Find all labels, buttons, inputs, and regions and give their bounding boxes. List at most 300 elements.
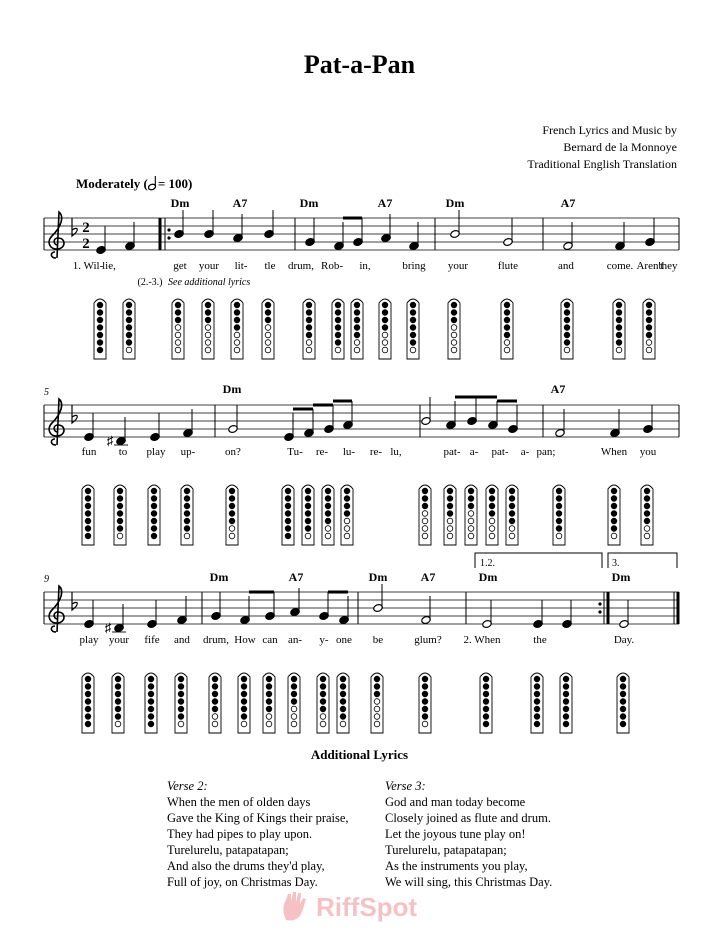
finger-hole <box>646 332 652 338</box>
finger-hole <box>556 503 562 509</box>
finger-hole <box>175 332 181 338</box>
finger-hole <box>620 714 626 720</box>
lyric-syllable: you <box>639 446 657 458</box>
finger-hole <box>305 488 311 494</box>
finger-hole <box>354 302 360 308</box>
finger-hole <box>646 340 652 346</box>
finger-hole <box>241 714 247 720</box>
watermark-text: RiffSpot <box>316 892 418 922</box>
finger-hole <box>212 721 218 727</box>
finger-hole <box>85 691 91 697</box>
finger-hole <box>325 533 331 539</box>
finger-hole <box>335 310 341 316</box>
finger-hole <box>616 340 622 346</box>
finger-hole <box>178 714 184 720</box>
verse-line: When the men of olden days <box>167 795 311 809</box>
measure-number: 9 <box>44 574 49 585</box>
finger-hole <box>325 511 331 517</box>
finger-hole <box>85 518 91 524</box>
verse-line: Closely joined as flute and drum. <box>385 811 551 825</box>
finger-hole <box>344 533 350 539</box>
finger-hole <box>447 526 453 532</box>
finger-hole <box>563 684 569 690</box>
finger-hole <box>620 706 626 712</box>
finger-hole <box>509 511 515 517</box>
lyric-syllable: a- <box>520 446 530 458</box>
finger-hole <box>234 310 240 316</box>
finger-hole <box>234 317 240 323</box>
finger-hole <box>115 699 121 705</box>
finger-hole <box>335 340 341 346</box>
finger-hole <box>340 699 346 705</box>
finger-hole <box>451 310 457 316</box>
finger-hole <box>320 714 326 720</box>
finger-hole <box>483 714 489 720</box>
finger-hole <box>266 691 272 697</box>
finger-hole <box>205 325 211 331</box>
finger-hole <box>320 699 326 705</box>
tempo-close-paren: ) <box>188 176 193 191</box>
finger-hole <box>85 503 91 509</box>
lyric-syllable: and <box>174 634 190 646</box>
finger-hole <box>265 310 271 316</box>
finger-hole <box>422 526 428 532</box>
lyric-syllable: your <box>108 634 130 646</box>
chord-symbol: A7 <box>420 570 436 584</box>
finger-hole <box>564 325 570 331</box>
chord-symbol: A7 <box>377 196 393 210</box>
flat-icon <box>72 405 77 423</box>
finger-hole <box>306 310 312 316</box>
finger-hole <box>266 706 272 712</box>
finger-hole <box>563 699 569 705</box>
tempo-open-paren: ( <box>143 176 148 191</box>
lyric-syllable: pan; <box>536 446 556 458</box>
finger-hole <box>646 347 652 353</box>
finger-hole <box>305 503 311 509</box>
finger-hole <box>325 526 331 532</box>
finger-hole <box>489 518 495 524</box>
verse-line: We will sing, this Christmas Day. <box>385 875 553 889</box>
additional-lyrics-title: Additional Lyrics <box>310 747 409 762</box>
lyric-syllable: on? <box>225 446 241 458</box>
finger-hole <box>564 332 570 338</box>
finger-hole <box>117 511 123 517</box>
repeat-dot <box>167 236 170 239</box>
finger-hole <box>265 325 271 331</box>
finger-hole <box>344 526 350 532</box>
finger-hole <box>422 676 428 682</box>
verse-label: Verse 2: <box>167 779 208 793</box>
finger-hole <box>115 691 121 697</box>
volta-label: 3. <box>612 558 620 569</box>
finger-hole <box>509 518 515 524</box>
finger-hole <box>644 496 650 502</box>
finger-hole <box>229 526 235 532</box>
finger-hole <box>534 699 540 705</box>
finger-hole <box>229 533 235 539</box>
finger-hole <box>320 691 326 697</box>
finger-hole <box>266 714 272 720</box>
lyric-syllable: lit- <box>234 260 248 272</box>
finger-hole <box>616 317 622 323</box>
lyric-syllable: the <box>533 634 547 646</box>
finger-hole <box>205 302 211 308</box>
finger-hole <box>563 691 569 697</box>
finger-hole <box>126 340 132 346</box>
finger-hole <box>374 706 380 712</box>
credit-line: Traditional English Translation <box>527 157 677 171</box>
lyric-syllable: come. <box>606 260 634 272</box>
finger-hole <box>184 488 190 494</box>
finger-hole <box>97 332 103 338</box>
finger-hole <box>374 691 380 697</box>
lyric-note-text: See additional lyrics <box>168 277 251 288</box>
finger-hole <box>451 302 457 308</box>
finger-hole <box>126 325 132 331</box>
lyric-syllable: your <box>447 260 469 272</box>
finger-hole <box>340 676 346 682</box>
finger-hole <box>285 496 291 502</box>
finger-hole <box>266 676 272 682</box>
finger-hole <box>126 332 132 338</box>
treble-clef-icon <box>49 212 64 258</box>
finger-hole <box>184 518 190 524</box>
chord-symbol: Dm <box>170 196 190 210</box>
finger-hole <box>410 310 416 316</box>
finger-hole <box>556 533 562 539</box>
finger-hole <box>241 684 247 690</box>
lyric-syllable: flute <box>497 260 519 272</box>
finger-hole <box>265 340 271 346</box>
finger-hole <box>534 691 540 697</box>
finger-hole <box>509 533 515 539</box>
lyric-syllable: to <box>118 446 128 458</box>
finger-hole <box>422 518 428 524</box>
finger-hole <box>305 518 311 524</box>
finger-hole <box>468 511 474 517</box>
lyric-syllable: fun <box>81 446 97 458</box>
finger-hole <box>620 691 626 697</box>
finger-hole <box>205 317 211 323</box>
lyric-syllable: Aren't <box>636 260 664 272</box>
finger-hole <box>644 488 650 494</box>
finger-hole <box>556 526 562 532</box>
finger-hole <box>374 684 380 690</box>
finger-hole <box>291 684 297 690</box>
finger-hole <box>563 721 569 727</box>
finger-hole <box>265 302 271 308</box>
finger-hole <box>644 526 650 532</box>
finger-hole <box>115 721 121 727</box>
finger-hole <box>151 526 157 532</box>
finger-hole <box>205 332 211 338</box>
lyric-syllable: Tu- <box>287 446 303 458</box>
finger-hole <box>451 332 457 338</box>
finger-hole <box>148 691 154 697</box>
finger-hole <box>229 518 235 524</box>
finger-hole <box>85 526 91 532</box>
finger-hole <box>504 347 510 353</box>
finger-hole <box>335 302 341 308</box>
finger-hole <box>422 511 428 517</box>
finger-hole <box>509 526 515 532</box>
finger-hole <box>382 317 388 323</box>
finger-hole <box>556 488 562 494</box>
lyric-syllable: Rob- <box>321 260 343 272</box>
verse-line: Turelurelu, patapatapan; <box>167 843 289 857</box>
finger-hole <box>151 533 157 539</box>
finger-hole <box>117 518 123 524</box>
lyric-syllable: get <box>173 260 187 272</box>
finger-hole <box>325 496 331 502</box>
chord-symbol: A7 <box>560 196 576 210</box>
finger-hole <box>85 676 91 682</box>
tempo-label: Moderately <box>76 176 141 191</box>
finger-hole <box>489 496 495 502</box>
staff-system <box>44 586 679 632</box>
finger-hole <box>451 317 457 323</box>
finger-hole <box>115 684 121 690</box>
finger-hole <box>468 496 474 502</box>
finger-hole <box>241 706 247 712</box>
finger-hole <box>340 706 346 712</box>
finger-hole <box>468 488 474 494</box>
finger-hole <box>148 699 154 705</box>
finger-hole <box>616 332 622 338</box>
finger-hole <box>151 496 157 502</box>
finger-hole <box>483 691 489 697</box>
finger-hole <box>117 488 123 494</box>
chord-symbol: Dm <box>209 570 229 584</box>
finger-hole <box>646 317 652 323</box>
finger-hole <box>563 676 569 682</box>
finger-hole <box>97 340 103 346</box>
finger-hole <box>504 340 510 346</box>
verse-line: Let the joyous tune play on! <box>385 827 526 841</box>
finger-hole <box>509 503 515 509</box>
finger-hole <box>534 676 540 682</box>
finger-hole <box>285 511 291 517</box>
finger-hole <box>241 676 247 682</box>
lyric-syllable: When <box>600 446 628 458</box>
flat-icon <box>72 592 77 610</box>
finger-hole <box>344 511 350 517</box>
chord-symbol: A7 <box>550 382 566 396</box>
finger-hole <box>175 310 181 316</box>
measure-number: 5 <box>44 387 49 398</box>
lyric-syllable: they <box>658 260 678 272</box>
finger-hole <box>374 676 380 682</box>
lyric-syllable: 2. When <box>463 634 501 646</box>
lyric-syllable: a- <box>469 446 479 458</box>
finger-hole <box>422 714 428 720</box>
finger-hole <box>184 496 190 502</box>
finger-hole <box>354 317 360 323</box>
finger-hole <box>205 347 211 353</box>
finger-hole <box>564 302 570 308</box>
finger-hole <box>374 714 380 720</box>
tempo-value: = 100 <box>157 176 189 191</box>
finger-hole <box>285 526 291 532</box>
finger-hole <box>241 691 247 697</box>
finger-hole <box>620 676 626 682</box>
finger-hole <box>509 496 515 502</box>
finger-hole <box>354 310 360 316</box>
finger-hole <box>306 302 312 308</box>
finger-hole <box>483 699 489 705</box>
finger-hole <box>611 518 617 524</box>
finger-hole <box>175 325 181 331</box>
verse-label: Verse 3: <box>385 779 426 793</box>
finger-hole <box>97 302 103 308</box>
credit-line: French Lyrics and Music by <box>542 123 677 137</box>
finger-hole <box>85 721 91 727</box>
finger-hole <box>234 340 240 346</box>
finger-hole <box>85 699 91 705</box>
finger-hole <box>644 511 650 517</box>
finger-hole <box>115 706 121 712</box>
time-signature-bottom: 2 <box>82 236 90 252</box>
finger-hole <box>451 347 457 353</box>
finger-hole <box>611 526 617 532</box>
finger-hole <box>468 503 474 509</box>
finger-hole <box>305 526 311 532</box>
finger-hole <box>410 317 416 323</box>
lyric-syllable: re- <box>369 446 383 458</box>
finger-hole <box>212 684 218 690</box>
finger-hole <box>325 488 331 494</box>
finger-hole <box>422 496 428 502</box>
finger-hole <box>126 347 132 353</box>
volta-label: 1.2. <box>480 558 495 569</box>
finger-hole <box>234 347 240 353</box>
finger-hole <box>354 332 360 338</box>
finger-hole <box>184 533 190 539</box>
lyric-syllable: pat- <box>491 446 509 458</box>
finger-hole <box>382 347 388 353</box>
finger-hole <box>306 325 312 331</box>
finger-hole <box>285 503 291 509</box>
finger-hole <box>291 691 297 697</box>
finger-hole <box>148 706 154 712</box>
finger-hole <box>468 526 474 532</box>
finger-hole <box>265 332 271 338</box>
finger-hole <box>646 325 652 331</box>
finger-hole <box>354 340 360 346</box>
finger-hole <box>611 503 617 509</box>
flat-icon <box>72 218 77 236</box>
finger-hole <box>410 325 416 331</box>
finger-hole <box>410 340 416 346</box>
hand-icon <box>280 890 312 924</box>
finger-hole <box>447 533 453 539</box>
verse-3 <box>385 778 552 890</box>
finger-hole <box>320 706 326 712</box>
riffspot-logo <box>280 890 450 926</box>
finger-hole <box>646 310 652 316</box>
repeat-dot <box>598 610 601 613</box>
finger-hole <box>291 714 297 720</box>
finger-hole <box>422 503 428 509</box>
finger-hole <box>340 721 346 727</box>
treble-clef-icon <box>49 586 64 632</box>
finger-hole <box>422 721 428 727</box>
finger-hole <box>344 503 350 509</box>
finger-hole <box>504 310 510 316</box>
finger-hole <box>534 714 540 720</box>
finger-hole <box>175 340 181 346</box>
finger-hole <box>117 496 123 502</box>
finger-hole <box>266 721 272 727</box>
finger-hole <box>644 533 650 539</box>
finger-hole <box>354 347 360 353</box>
finger-hole <box>115 676 121 682</box>
finger-hole <box>148 721 154 727</box>
finger-hole <box>340 691 346 697</box>
lyric-syllable: tle <box>264 260 276 272</box>
finger-hole <box>335 325 341 331</box>
verse-line: Turelurelu, patapatapan; <box>385 843 507 857</box>
finger-hole <box>344 496 350 502</box>
finger-hole <box>556 496 562 502</box>
finger-hole <box>335 317 341 323</box>
finger-hole <box>504 332 510 338</box>
chord-symbol: Dm <box>222 382 242 396</box>
finger-hole <box>175 347 181 353</box>
chord-symbol: Dm <box>611 570 631 584</box>
finger-hole <box>325 503 331 509</box>
finger-hole <box>148 714 154 720</box>
verse-line: Full of joy, on Christmas Day. <box>167 875 318 889</box>
verse-line: As the instruments you play, <box>385 859 528 873</box>
finger-hole <box>306 347 312 353</box>
finger-hole <box>234 325 240 331</box>
finger-hole <box>563 714 569 720</box>
finger-hole <box>151 511 157 517</box>
finger-hole <box>451 325 457 331</box>
finger-hole <box>489 511 495 517</box>
finger-hole <box>509 488 515 494</box>
finger-hole <box>354 325 360 331</box>
finger-hole <box>644 503 650 509</box>
lyric-syllable: How <box>234 634 256 646</box>
finger-hole <box>644 518 650 524</box>
finger-hole <box>212 699 218 705</box>
finger-hole <box>305 496 311 502</box>
finger-hole <box>504 317 510 323</box>
finger-hole <box>212 676 218 682</box>
chord-symbol: Dm <box>368 570 388 584</box>
lyric-syllable: lu- <box>342 446 356 458</box>
credit-line: Bernard de la Monnoye <box>563 140 677 154</box>
finger-hole <box>451 340 457 346</box>
verse-line: And also the drums they'd play, <box>167 859 325 873</box>
finger-hole <box>178 691 184 697</box>
finger-hole <box>126 302 132 308</box>
finger-hole <box>422 691 428 697</box>
finger-hole <box>374 699 380 705</box>
finger-hole <box>229 488 235 494</box>
finger-hole <box>410 302 416 308</box>
lyric-syllable: and <box>558 260 574 272</box>
finger-hole <box>85 496 91 502</box>
finger-hole <box>291 699 297 705</box>
finger-hole <box>97 310 103 316</box>
finger-hole <box>483 721 489 727</box>
finger-hole <box>616 347 622 353</box>
finger-hole <box>563 706 569 712</box>
